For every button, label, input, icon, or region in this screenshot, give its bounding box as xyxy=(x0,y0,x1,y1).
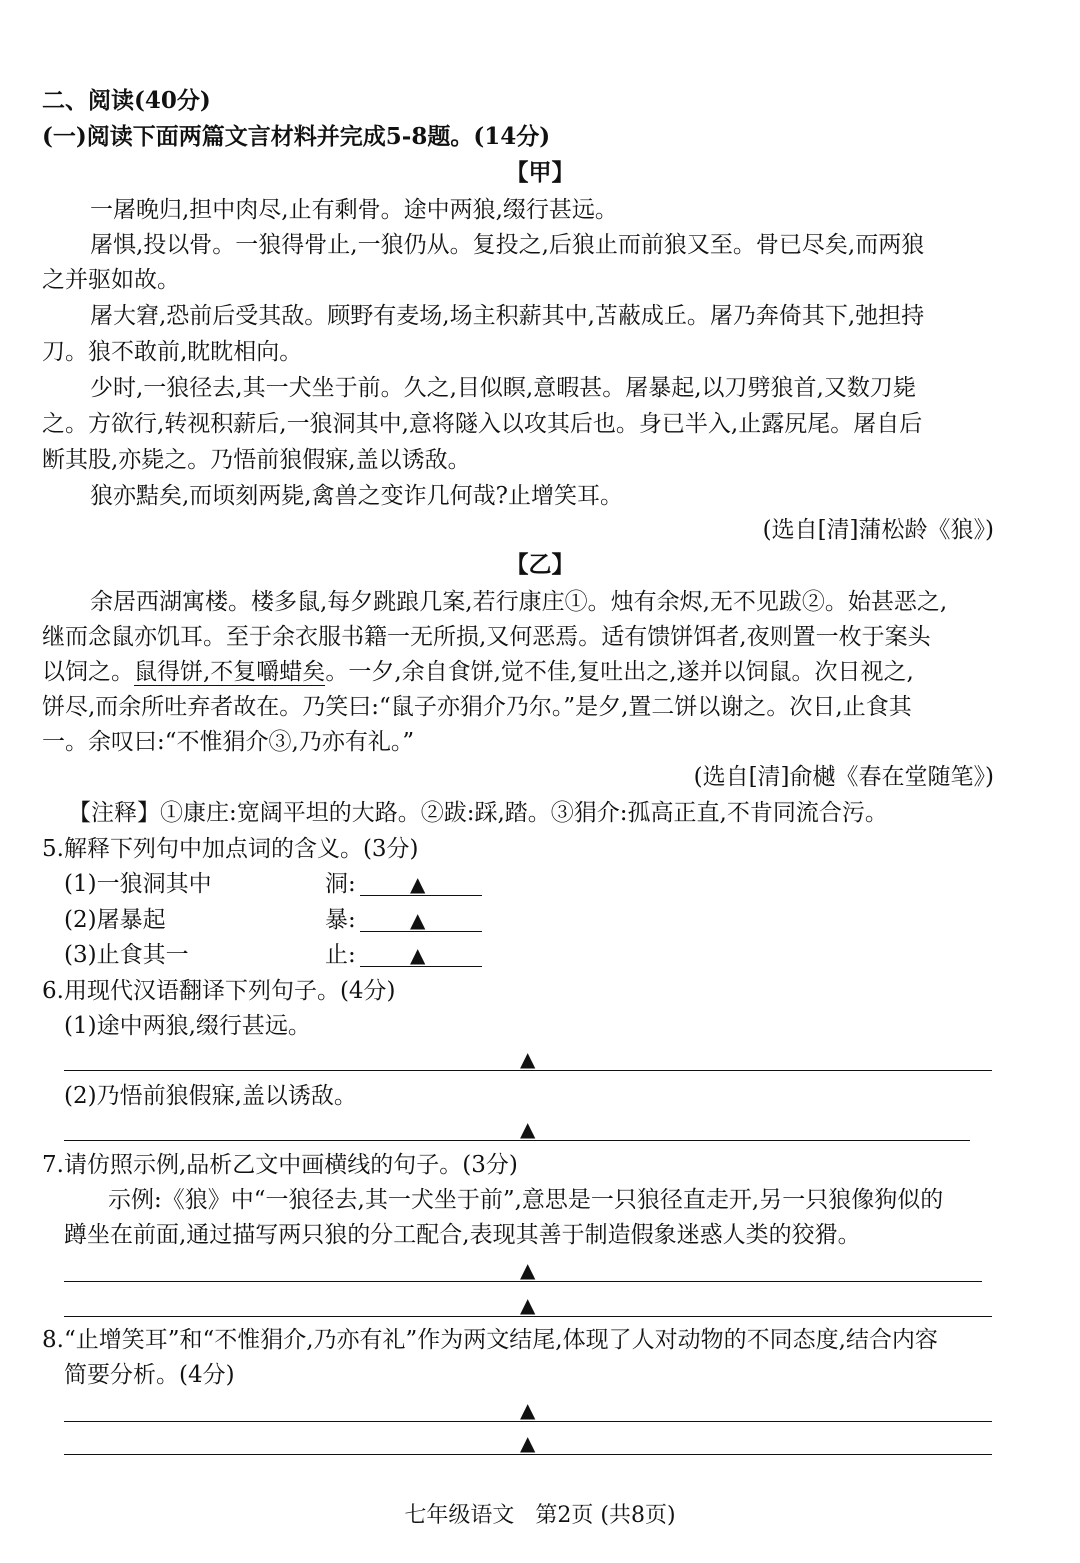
yi-line xyxy=(42,657,914,687)
jia-line: 断其股,亦毙之。乃悟前狼假寐,盖以诱敌。 xyxy=(42,447,471,473)
jia-line: 屠大窘,恐前后受其敌。顾野有麦场,场主积薪其中,苫蔽成丘。屠乃奔倚其下,弛担持 xyxy=(90,303,925,329)
answer-marker-icon: ▲ xyxy=(520,1398,536,1422)
answer-line[interactable] xyxy=(64,1114,970,1141)
q7-title: 7.请仿照示例,品析乙文中画横线的句子。(3分) xyxy=(42,1152,518,1178)
part1-title: (一)阅读下面两篇文言材料并完成5-8题。(14分) xyxy=(42,123,551,150)
page-footer: 七年级语文 第2页 (共8页) xyxy=(404,1503,676,1528)
answer-marker-icon: ▲ xyxy=(410,943,426,967)
q5-item-word: 止: xyxy=(325,942,356,968)
jia-line: 刀。狼不敢前,眈眈相向。 xyxy=(42,339,303,365)
q8-title: 8.“止增笑耳”和“不惟狷介,乃亦有礼”作为两文结尾,体现了人对动物的不同态度,结合内容 xyxy=(42,1327,938,1353)
yi-line: 一。余叹曰:“不惟狷介③,乃亦有礼。” xyxy=(42,729,415,755)
notes: 【注释】①康庄:宽阔平坦的大路。②跋:踩,踏。③狷介:孤高正直,不肯同流合污。 xyxy=(68,800,888,826)
yi-line: 继而念鼠亦饥耳。至于余衣服书籍一无所损,又何恶焉。适有馈饼饵者,夜则置一枚于案头 xyxy=(42,624,931,650)
jia-line: 之。方欲行,转视积薪后,一狼洞其中,意将隧入以攻其后也。身已半入,止露尻尾。屠自后 xyxy=(42,411,923,437)
q5-item-sentence: (3)止食其一 xyxy=(64,942,189,968)
answer-marker-icon: ▲ xyxy=(410,908,426,932)
answer-marker-icon: ▲ xyxy=(520,1258,536,1282)
q6-title: 6.用现代汉语翻译下列句子。(4分) xyxy=(42,978,396,1004)
q5-item-sentence: (1)一狼洞其中 xyxy=(64,871,212,897)
q5-item-word: 暴: xyxy=(325,907,356,933)
jia-line: 之并驱如故。 xyxy=(42,267,180,293)
jia-line: 一屠晚归,担中肉尽,止有剩骨。途中两狼,缀行甚远。 xyxy=(90,197,618,223)
q6-item: (1)途中两狼,缀行甚远。 xyxy=(64,1013,311,1039)
answer-marker-icon: ▲ xyxy=(520,1431,536,1455)
text-jia-label: 【甲】 xyxy=(505,159,575,186)
answer-marker-icon: ▲ xyxy=(520,1293,536,1317)
text-yi-label: 【乙】 xyxy=(505,551,575,578)
q6-item: (2)乃悟前狼假寐,盖以诱敌。 xyxy=(64,1083,357,1109)
underlined-sentence: 鼠得饼,不复嚼蜡矣 xyxy=(134,659,326,685)
jia-source: (选自[清]蒲松龄《狼》) xyxy=(762,517,994,543)
section-title: 二、阅读(40分) xyxy=(42,87,211,114)
yi-line-segment: 。一夕,余自食饼,觉不佳,复吐出之,遂并以饲鼠。次日视之, xyxy=(325,659,914,685)
q7-example: 蹲坐在前面,通过描写两只狼的分工配合,表现其善于制造假象迷惑人类的狡猾。 xyxy=(64,1222,861,1248)
yi-line: 余居西湖寓楼。楼多鼠,每夕跳踉几案,若行康庄①。烛有余烬,无不见跋②。始甚恶之, xyxy=(90,589,948,615)
jia-line: 少时,一狼径去,其一犬坐于前。久之,目似瞑,意暇甚。屠暴起,以刀劈狼首,又数刀毙 xyxy=(90,375,916,401)
jia-line: 屠惧,投以骨。一狼得骨止,一狼仍从。复投之,后狼止而前狼又至。骨已尽矣,而两狼 xyxy=(90,232,925,258)
q7-example: 示例:《狼》中“一狼径去,其一犬坐于前”,意思是一只狼径直走开,另一只狼像狗似的 xyxy=(108,1187,944,1213)
jia-line: 狼亦黠矣,而顷刻两毙,禽兽之变诈几何哉?止增笑耳。 xyxy=(90,483,623,509)
q5-title: 5.解释下列句中加点词的含义。(3分) xyxy=(42,836,419,862)
answer-marker-icon: ▲ xyxy=(520,1047,536,1071)
yi-line-segment: 以饲之。 xyxy=(42,659,134,685)
q5-item-sentence: (2)屠暴起 xyxy=(64,907,166,933)
q8-title: 简要分析。(4分) xyxy=(64,1362,235,1388)
answer-marker-icon: ▲ xyxy=(520,1117,536,1141)
q5-item-word: 洞: xyxy=(325,871,356,897)
answer-marker-icon: ▲ xyxy=(410,872,426,896)
yi-source: (选自[清]俞樾《春在堂随笔》) xyxy=(693,764,994,790)
yi-line: 饼尽,而余所吐弃者故在。乃笑曰:“鼠子亦狷介乃尔。”是夕,置二饼以谢之。次日,止食其 xyxy=(42,694,912,720)
